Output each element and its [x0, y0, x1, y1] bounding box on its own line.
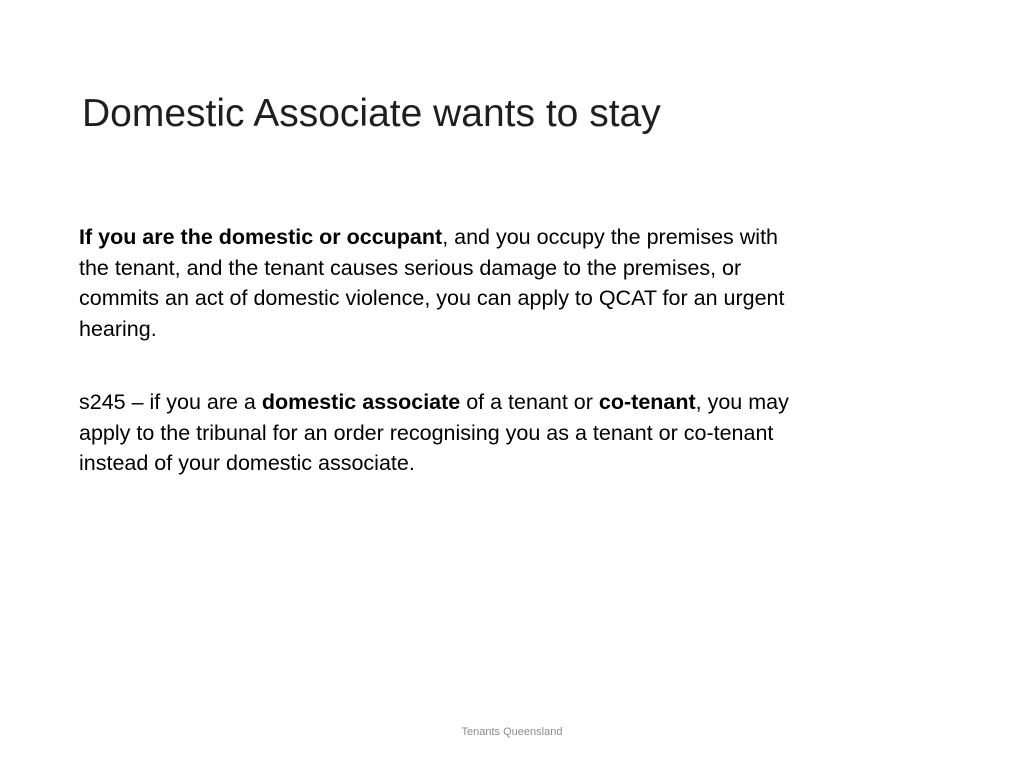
footer-text: Tenants Queensland	[461, 726, 563, 738]
paragraph-s245-bold-domestic-associate: domestic associate	[261, 390, 461, 414]
paragraph-occupant-text: , and you occupy the premises with the tenant, and the tenant causes serious damage to the premises, or commits an act of domestic violence, you can apply to QCAT for an urgent hearing.	[79, 225, 785, 341]
slide-title: Domestic Associate wants to stay	[82, 92, 661, 135]
paragraph-s245-text-2: of a tenant or	[460, 390, 599, 414]
slide-body	[79, 222, 799, 479]
paragraph-s245	[79, 387, 799, 479]
paragraph-occupant	[79, 222, 799, 344]
paragraph-occupant-bold-lead: If you are the domestic or occupant	[79, 225, 443, 249]
paragraph-s245-text-3: , you may apply to the tribunal for an order recognising you as a tenant or co-tenant instead of your domestic associate.	[79, 390, 789, 475]
paragraph-s245-text-1: s245 – if you are a	[79, 390, 262, 414]
paragraph-s245-bold-co-tenant: co-tenant	[598, 390, 696, 414]
